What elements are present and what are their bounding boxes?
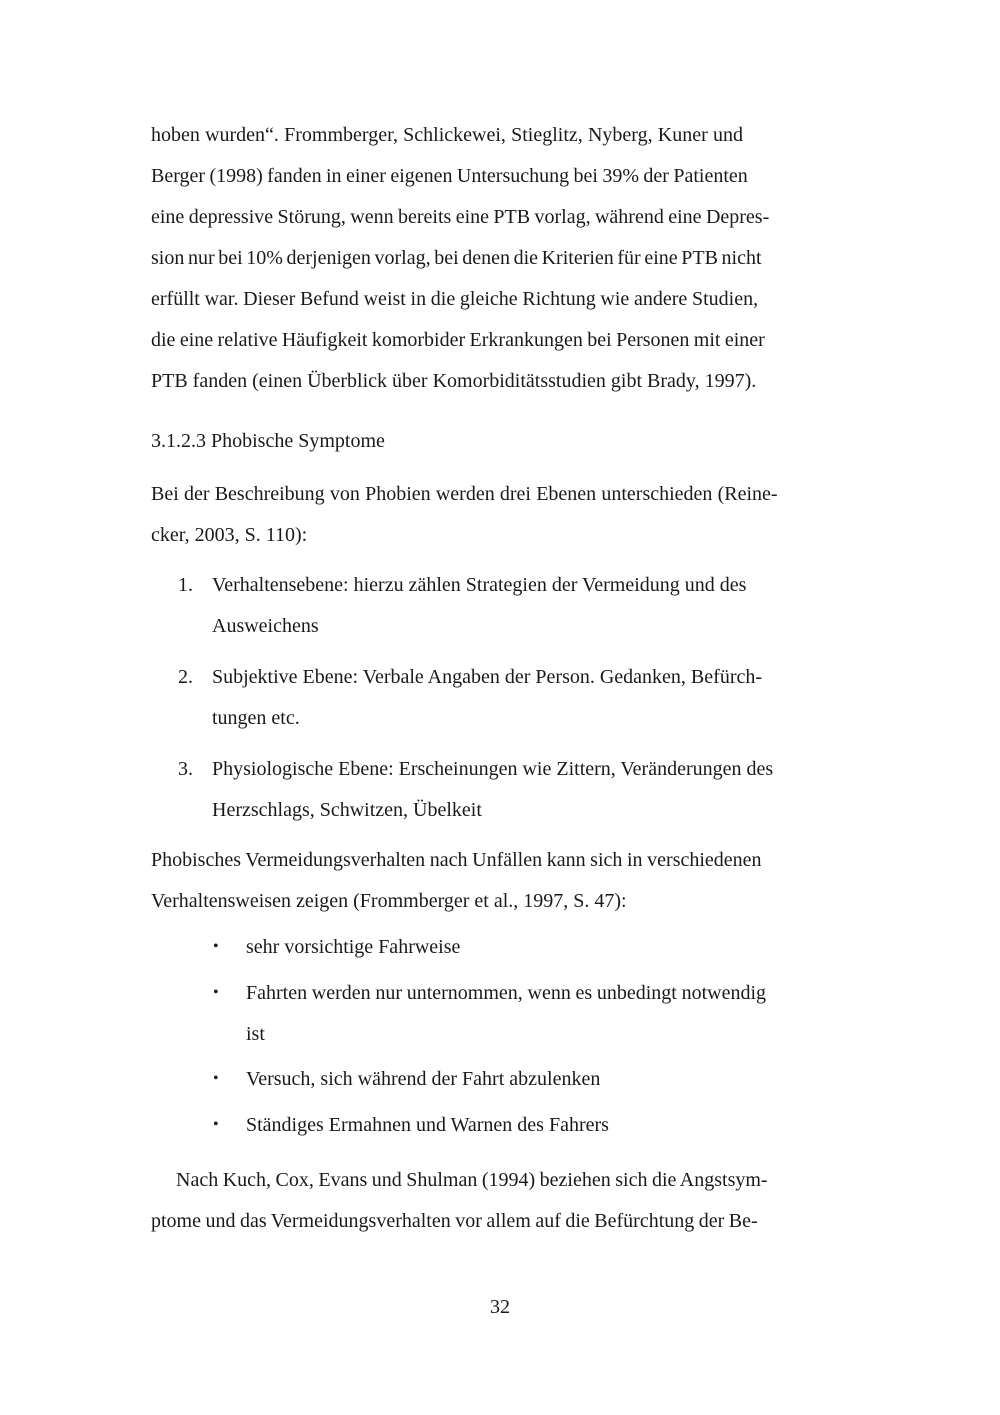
text-line: Phobisches Vermeidungsverhalten nach Unfällen kann sich in verschiedenen: [151, 849, 762, 871]
bullet-icon: •: [213, 984, 219, 1001]
list-item-number: 3.: [178, 758, 193, 780]
bullet-icon: •: [213, 938, 219, 955]
text-line: hoben wurden“. Frommberger, Schlickewei, Stieglitz, Nyberg, Kuner und: [151, 124, 743, 146]
text-line: sion nur bei 10% derjenigen vorlag, bei denen die Kriterien für eine PTB nicht: [151, 247, 762, 269]
list-item-text: sehr vorsichtige Fahrweise: [246, 936, 461, 958]
list-item-text: Subjektive Ebene: Verbale Angaben der Person. Gedanken, Befürch-: [212, 666, 763, 688]
text-line: erfüllt war. Dieser Befund weist in die gleiche Richtung wie andere Studien,: [151, 288, 759, 310]
list-item-text: Verhaltensebene: hierzu zählen Strategien der Vermeidung und des: [212, 574, 747, 596]
bullet-icon: •: [213, 1116, 219, 1133]
text-line: eine depressive Störung, wenn bereits eine PTB vorlag, während eine Depres-: [151, 206, 770, 228]
list-item-text: Fahrten werden nur unternommen, wenn es unbedingt notwendig: [246, 982, 766, 1004]
section-heading: 3.1.2.3 Phobische Symptome: [151, 430, 385, 452]
text-line: ptome und das Vermeidungsverhalten vor allem auf die Befürchtung der Be-: [151, 1210, 758, 1232]
bullet-icon: •: [213, 1070, 219, 1087]
text-line: Verhaltensweisen zeigen (Frommberger et al., 1997, S. 47):: [151, 890, 627, 912]
text-line: cker, 2003, S. 110):: [151, 524, 308, 546]
text-line: Bei der Beschreibung von Phobien werden drei Ebenen unterschieden (Reine-: [151, 483, 778, 505]
list-item-text: ist: [246, 1023, 265, 1045]
list-item-number: 2.: [178, 666, 193, 688]
text-line: PTB fanden (einen Überblick über Komorbiditätsstudien gibt Brady, 1997).: [151, 370, 757, 392]
text-line: Nach Kuch, Cox, Evans und Shulman (1994) beziehen sich die Angstsym-: [176, 1169, 768, 1191]
list-item-text: tungen etc.: [212, 707, 300, 729]
list-item-text: Ständiges Ermahnen und Warnen des Fahrers: [246, 1114, 609, 1136]
text-line: Berger (1998) fanden in einer eigenen Untersuchung bei 39% der Patienten: [151, 165, 748, 187]
list-item-text: Ausweichens: [212, 615, 319, 637]
list-item-text: Herzschlags, Schwitzen, Übelkeit: [212, 799, 482, 821]
list-item-text: Versuch, sich während der Fahrt abzulenken: [246, 1068, 601, 1090]
list-item-text: Physiologische Ebene: Erscheinungen wie Zittern, Veränderungen des: [212, 758, 774, 780]
text-line: die eine relative Häufigkeit komorbider Erkrankungen bei Personen mit einer: [151, 329, 765, 351]
page-number: 32: [490, 1296, 510, 1318]
list-item-number: 1.: [178, 574, 193, 596]
